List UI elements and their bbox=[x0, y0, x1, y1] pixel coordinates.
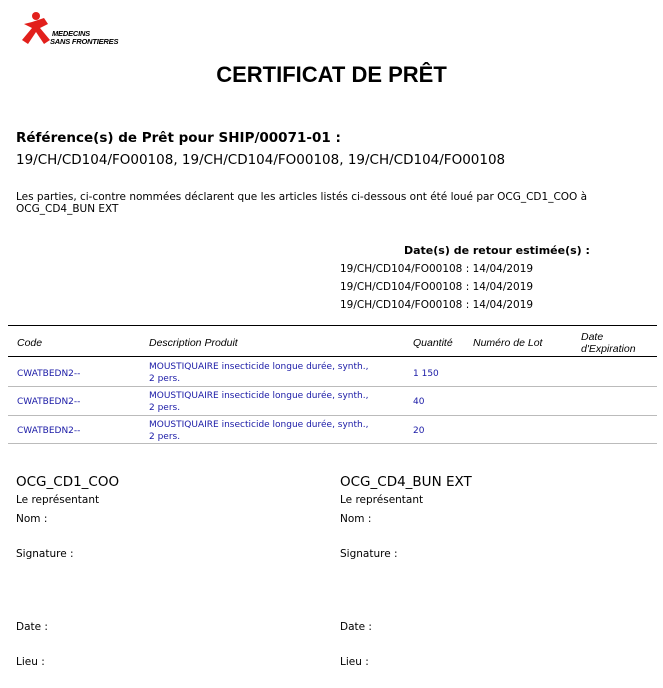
row-quantity: 1 150 bbox=[413, 369, 439, 379]
row-quantity: 40 bbox=[413, 397, 425, 407]
row-divider bbox=[8, 386, 657, 387]
reference-label: Référence(s) de Prêt pour SHIP/00071-01 : bbox=[16, 130, 341, 146]
header-expiry-line-1: Date bbox=[581, 331, 604, 343]
header-expiry-line-2: d'Expiration bbox=[581, 343, 636, 355]
row-description-line-1: MOUSTIQUAIRE insecticide longue durée, synth., bbox=[149, 362, 369, 372]
party-representative: Le représentant bbox=[340, 494, 424, 506]
reference-values: 19/CH/CD104/FO00108, 19/CH/CD104/FO00108, 19/CH/CD104/FO00108 bbox=[16, 152, 506, 168]
party-lieu-field: Lieu : bbox=[16, 656, 45, 668]
party-date-field: Date : bbox=[340, 621, 372, 633]
logo-line-2: SANS FRONTIERES bbox=[50, 37, 119, 46]
row-description-line-1: MOUSTIQUAIRE insecticide longue durée, synth., bbox=[149, 420, 369, 430]
row-code: CWATBEDN2-- bbox=[17, 369, 81, 379]
party-name: OCG_CD1_COO bbox=[16, 474, 120, 490]
party-signature-field: Signature : bbox=[16, 548, 74, 560]
return-date-line: 19/CH/CD104/FO00108 : 14/04/2019 bbox=[340, 281, 534, 293]
row-divider bbox=[8, 443, 657, 444]
row-quantity: 20 bbox=[413, 426, 425, 436]
party-nom-field: Nom : bbox=[340, 513, 372, 525]
row-description-line-2: 2 pers. bbox=[149, 403, 181, 413]
msf-running-man-icon bbox=[22, 10, 52, 50]
intro-statement: Les parties, ci-contre nommées déclarent que les articles listés ci-dessous ont été loué par OCG_CD1_COO à OCG_CD4_BUN EXT bbox=[16, 191, 588, 215]
table-top-rule bbox=[8, 325, 657, 326]
party-signature-field: Signature : bbox=[340, 548, 398, 560]
return-date-line: 19/CH/CD104/FO00108 : 14/04/2019 bbox=[340, 299, 534, 311]
row-code: CWATBEDN2-- bbox=[17, 397, 81, 407]
row-description-line-1: MOUSTIQUAIRE insecticide longue durée, synth., bbox=[149, 391, 369, 401]
party-date-field: Date : bbox=[16, 621, 48, 633]
header-description: Description Produit bbox=[149, 337, 238, 349]
party-name: OCG_CD4_BUN EXT bbox=[340, 474, 472, 490]
page-title: CERTIFICAT DE PRÊT bbox=[216, 62, 447, 87]
party-representative: Le représentant bbox=[16, 494, 100, 506]
row-divider bbox=[8, 415, 657, 416]
logo-line-1: MEDECINS bbox=[52, 29, 90, 38]
header-lot: Numéro de Lot bbox=[473, 337, 543, 349]
return-dates-label: Date(s) de retour estimée(s) : bbox=[404, 244, 590, 257]
row-code: CWATBEDN2-- bbox=[17, 426, 81, 436]
party-lieu-field: Lieu : bbox=[340, 656, 369, 668]
return-date-line: 19/CH/CD104/FO00108 : 14/04/2019 bbox=[340, 263, 534, 275]
row-description-line-2: 2 pers. bbox=[149, 374, 181, 384]
party-nom-field: Nom : bbox=[16, 513, 48, 525]
header-code: Code bbox=[17, 337, 43, 349]
header-quantity: Quantité bbox=[413, 337, 453, 349]
row-description-line-2: 2 pers. bbox=[149, 432, 181, 442]
msf-logo bbox=[22, 8, 132, 54]
table-header-rule bbox=[8, 356, 657, 357]
